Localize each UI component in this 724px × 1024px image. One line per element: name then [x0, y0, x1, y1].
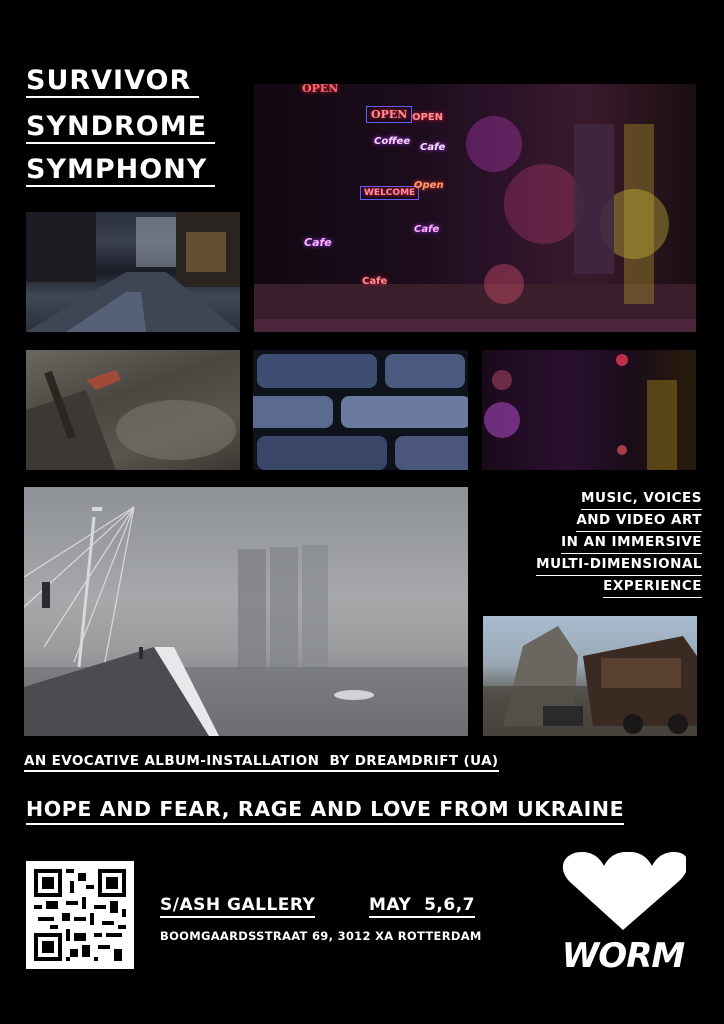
photo-foggy-bridge [24, 487, 468, 736]
photo-destroyed-vehicle [483, 616, 697, 736]
neon-sign: OPEN [366, 106, 412, 123]
worm-logo[interactable] [560, 852, 686, 982]
description-line: IN AN IMMERSIVE [561, 532, 702, 554]
description-line: MULTI-DIMENSIONAL [536, 554, 702, 576]
neon-sign: Cafe [414, 224, 440, 235]
neon-sign: OPEN [302, 84, 339, 95]
qr-code[interactable] [26, 861, 134, 969]
neon-sign: Coffee [374, 136, 411, 147]
neon-sign: Cafe [304, 236, 332, 249]
title-line-2: SYNDROME [26, 112, 215, 144]
title-line-1: SURVIVOR [26, 66, 199, 98]
double-heart-icon [560, 852, 686, 932]
description-block [536, 488, 702, 598]
venue-address: BOOMGAARDSSTRAAT 69, 3012 XA ROTTERDAM [160, 929, 482, 943]
neon-sign: Cafe [420, 142, 446, 153]
event-dates: MAY 5,6,7 [369, 895, 475, 918]
neon-sign: WELCOME [360, 186, 419, 200]
title-line-3: SYMPHONY [26, 155, 215, 187]
photo-trench-rifle [26, 350, 240, 470]
venue-name: S/ASH GALLERY [160, 895, 315, 918]
worm-logo-text: WORM [561, 936, 685, 976]
photo-wet-street [26, 212, 240, 332]
tagline: HOPE AND FEAR, RAGE AND LOVE FROM UKRAINE [26, 797, 624, 825]
photo-neon-cafe [254, 84, 696, 332]
description-line: AND VIDEO ART [576, 510, 702, 532]
neon-sign: Open [414, 180, 444, 191]
neon-sign: OPEN [412, 112, 444, 123]
byline: AN EVOCATIVE ALBUM-INSTALLATION BY DREAMDRIFT (UA) [24, 753, 499, 772]
description-line: MUSIC, VOICES [581, 488, 702, 510]
description-line: EXPERIENCE [603, 576, 702, 598]
photo-neon-blur [482, 350, 696, 470]
neon-sign: Cafe [362, 276, 388, 287]
photo-cobblestones [253, 350, 468, 470]
